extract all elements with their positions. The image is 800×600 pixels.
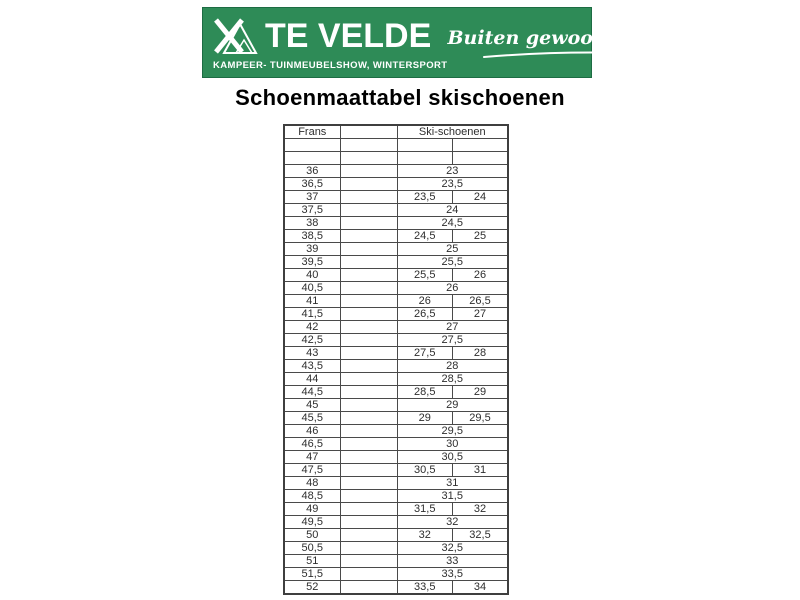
page-title: Schoenmaattabel skischoenen (235, 85, 565, 110)
ski-size-cell: 23,5 (397, 191, 453, 204)
table-body (284, 139, 508, 595)
ski-size-cell: 32 (397, 529, 453, 542)
empty-cell (340, 308, 397, 321)
ski-size-cell: 24,5 (397, 217, 508, 230)
ski-size-cell: 25 (453, 230, 509, 243)
frans-size-cell: 38,5 (284, 230, 340, 243)
empty-cell (340, 555, 397, 568)
empty-cell (340, 503, 397, 516)
ski-size-cell: 23,5 (397, 178, 508, 191)
empty-cell (340, 295, 397, 308)
ski-size-cell: 31 (397, 477, 508, 490)
frans-size-cell: 39 (284, 243, 340, 256)
table-row (284, 425, 508, 438)
table-row (284, 477, 508, 490)
empty-cell (340, 373, 397, 386)
ski-size-cell: 32 (397, 516, 508, 529)
table-row (284, 568, 508, 581)
frans-size-cell: 41,5 (284, 308, 340, 321)
header-ski-schoenen: Ski-schoenen (397, 125, 508, 139)
ski-size-cell: 26 (453, 269, 509, 282)
table-header-row (284, 125, 508, 139)
crossed-skis-mountain-icon (211, 13, 261, 57)
banner-subtitle: KAMPEER- TUINMEUBELSHOW, WINTERSPORT (213, 59, 448, 71)
empty-cell (340, 269, 397, 282)
ski-size-cell: 29,5 (397, 425, 508, 438)
header-empty (340, 125, 397, 139)
empty-cell (340, 490, 397, 503)
empty-cell (284, 139, 340, 152)
frans-size-cell: 52 (284, 581, 340, 595)
empty-cell (453, 139, 509, 152)
empty-cell (340, 386, 397, 399)
frans-size-cell: 37 (284, 191, 340, 204)
frans-size-cell: 42 (284, 321, 340, 334)
table-row (284, 165, 508, 178)
frans-size-cell: 47 (284, 451, 340, 464)
empty-cell (340, 334, 397, 347)
table-row (284, 542, 508, 555)
table-row (284, 516, 508, 529)
table-row (284, 386, 508, 399)
ski-size-cell: 34 (453, 581, 509, 595)
ski-size-cell: 33,5 (397, 581, 453, 595)
table-row (284, 256, 508, 269)
ski-size-cell: 26 (397, 282, 508, 295)
table-row (284, 191, 508, 204)
frans-size-cell: 40,5 (284, 282, 340, 295)
frans-size-cell: 43,5 (284, 360, 340, 373)
table-row (284, 529, 508, 542)
table-row (284, 438, 508, 451)
frans-size-cell: 45,5 (284, 412, 340, 425)
ski-size-cell: 28,5 (397, 373, 508, 386)
table-row (284, 360, 508, 373)
ski-size-cell: 30,5 (397, 451, 508, 464)
ski-size-cell: 29,5 (453, 412, 509, 425)
table-row (284, 451, 508, 464)
frans-size-cell: 48 (284, 477, 340, 490)
table-row (284, 555, 508, 568)
header-frans: Frans (284, 125, 340, 139)
table-row (284, 243, 508, 256)
ski-size-cell: 28 (397, 360, 508, 373)
empty-cell (340, 204, 397, 217)
ski-size-cell: 29 (453, 386, 509, 399)
empty-cell (340, 477, 397, 490)
empty-cell (340, 256, 397, 269)
ski-size-cell: 24 (397, 204, 508, 217)
table-row (284, 321, 508, 334)
table-row (284, 464, 508, 477)
ski-size-cell: 31,5 (397, 503, 453, 516)
banner-left-block (211, 15, 447, 71)
table-row (284, 334, 508, 347)
frans-size-cell: 49,5 (284, 516, 340, 529)
empty-cell (340, 217, 397, 230)
empty-cell (340, 399, 397, 412)
ski-size-cell: 27,5 (397, 347, 453, 360)
empty-cell (340, 425, 397, 438)
ski-size-cell: 29 (397, 412, 453, 425)
ski-size-cell: 33,5 (397, 568, 508, 581)
empty-cell (340, 165, 397, 178)
empty-row (284, 139, 508, 152)
empty-cell (453, 152, 509, 165)
ski-size-cell: 31 (453, 464, 509, 477)
table-row (284, 347, 508, 360)
table-row (284, 282, 508, 295)
frans-size-cell: 47,5 (284, 464, 340, 477)
frans-size-cell: 38 (284, 217, 340, 230)
frans-size-cell: 42,5 (284, 334, 340, 347)
table-row (284, 412, 508, 425)
empty-cell (340, 412, 397, 425)
frans-size-cell: 40 (284, 269, 340, 282)
ski-size-cell: 26 (397, 295, 453, 308)
size-conversion-table (283, 124, 509, 595)
ski-size-cell: 24,5 (397, 230, 453, 243)
frans-size-cell: 46 (284, 425, 340, 438)
frans-size-cell: 48,5 (284, 490, 340, 503)
frans-size-cell: 44 (284, 373, 340, 386)
frans-size-cell: 50 (284, 529, 340, 542)
ski-size-cell: 25 (397, 243, 508, 256)
frans-size-cell: 36 (284, 165, 340, 178)
empty-cell (340, 230, 397, 243)
frans-size-cell: 46,5 (284, 438, 340, 451)
empty-cell (340, 451, 397, 464)
ski-size-cell: 23 (397, 165, 508, 178)
brand-name: TE VELDE (265, 16, 432, 55)
frans-size-cell: 36,5 (284, 178, 340, 191)
ski-size-cell: 27 (453, 308, 509, 321)
empty-cell (340, 243, 397, 256)
table-row (284, 230, 508, 243)
table-row (284, 295, 508, 308)
frans-size-cell: 51 (284, 555, 340, 568)
table-row (284, 204, 508, 217)
table-row (284, 178, 508, 191)
frans-size-cell: 37,5 (284, 204, 340, 217)
ski-size-cell: 32,5 (397, 542, 508, 555)
banner-slogan-block (447, 28, 664, 59)
table-row (284, 399, 508, 412)
empty-cell (340, 347, 397, 360)
empty-cell (340, 360, 397, 373)
brand-banner (202, 7, 665, 78)
empty-cell (340, 529, 397, 542)
table-row (284, 581, 508, 595)
table-row (284, 217, 508, 230)
empty-cell (340, 516, 397, 529)
empty-cell (284, 152, 340, 165)
table-row (284, 490, 508, 503)
empty-cell (340, 152, 397, 165)
ski-size-cell: 31,5 (397, 490, 508, 503)
frans-size-cell: 41 (284, 295, 340, 308)
ski-size-cell: 32 (453, 503, 509, 516)
frans-size-cell: 43 (284, 347, 340, 360)
empty-cell (340, 568, 397, 581)
ski-size-cell: 28 (453, 347, 509, 360)
empty-cell (340, 542, 397, 555)
table-row (284, 308, 508, 321)
ski-size-cell: 25,5 (397, 269, 453, 282)
empty-cell (340, 581, 397, 595)
empty-cell (340, 321, 397, 334)
ski-size-cell: 24 (453, 191, 509, 204)
ski-size-cell: 26,5 (397, 308, 453, 321)
empty-row (284, 152, 508, 165)
slogan-text: Buiten gewoon goed (447, 27, 665, 50)
brand-row (211, 15, 447, 57)
table-row (284, 503, 508, 516)
ski-size-cell: 26,5 (453, 295, 509, 308)
frans-size-cell: 49 (284, 503, 340, 516)
ski-size-cell: 27,5 (397, 334, 508, 347)
ski-size-cell: 25,5 (397, 256, 508, 269)
empty-cell (397, 139, 453, 152)
frans-size-cell: 44,5 (284, 386, 340, 399)
table-row (284, 373, 508, 386)
ski-size-cell: 30,5 (397, 464, 453, 477)
empty-cell (340, 464, 397, 477)
frans-size-cell: 45 (284, 399, 340, 412)
empty-cell (340, 438, 397, 451)
empty-cell (397, 152, 453, 165)
frans-size-cell: 50,5 (284, 542, 340, 555)
frans-size-cell: 51,5 (284, 568, 340, 581)
empty-cell (340, 282, 397, 295)
frans-size-cell: 39,5 (284, 256, 340, 269)
ski-size-cell: 28,5 (397, 386, 453, 399)
table-row (284, 269, 508, 282)
empty-cell (340, 139, 397, 152)
ski-size-cell: 33 (397, 555, 508, 568)
ski-size-cell: 29 (397, 399, 508, 412)
ski-size-cell: 32,5 (453, 529, 509, 542)
ski-size-cell: 30 (397, 438, 508, 451)
empty-cell (340, 191, 397, 204)
empty-cell (340, 178, 397, 191)
slogan-underline-swoosh (482, 50, 630, 59)
ski-size-cell: 27 (397, 321, 508, 334)
